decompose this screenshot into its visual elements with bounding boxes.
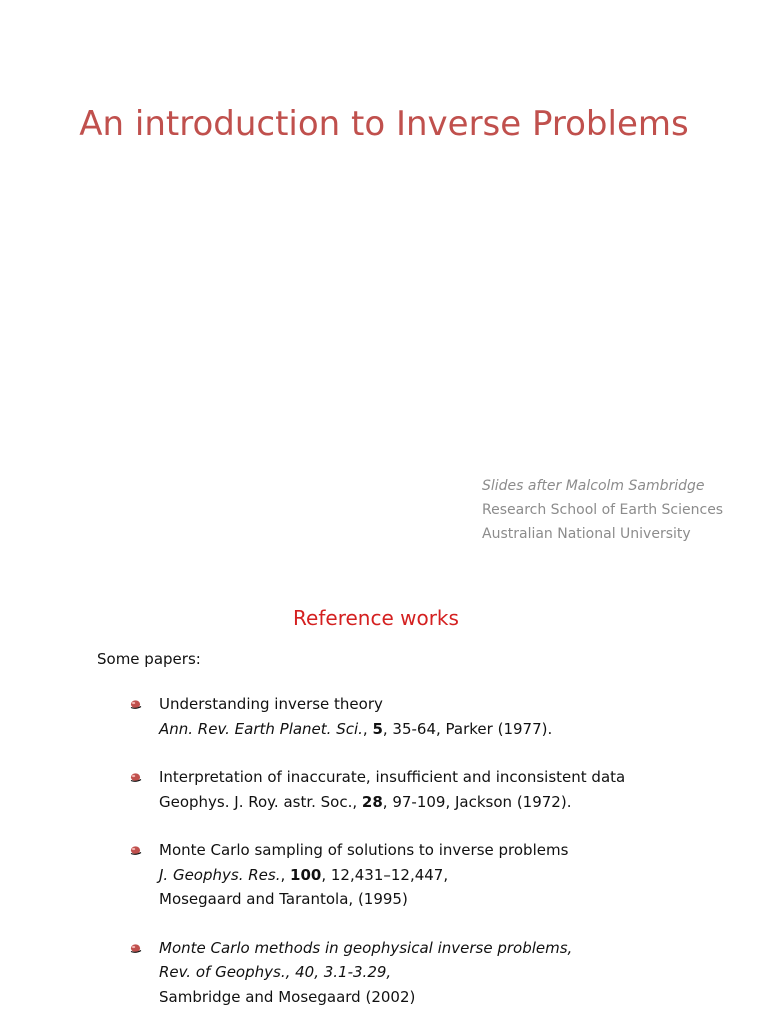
reference-item	[130, 936, 760, 1010]
reference-journal: Geophys. J. Roy. astr. Soc.	[159, 792, 353, 811]
reference-citation	[159, 790, 760, 815]
reference-list	[130, 692, 760, 1033]
reference-intro: Some papers:	[97, 650, 201, 668]
reference-pages: , 12,431–12,447,	[321, 865, 449, 884]
reference-item	[130, 692, 760, 741]
reference-heading: Reference works	[293, 606, 459, 630]
reference-item	[130, 838, 760, 912]
reference-volume: 100	[290, 865, 322, 884]
reference-separator: ,	[362, 719, 373, 738]
credit-author: Slides after Malcolm Sambridge	[482, 478, 705, 494]
reference-pages: , 97-109, Jackson (1972).	[382, 792, 572, 811]
bullet-icon	[130, 772, 142, 782]
credit-school: Research School of Earth Sciences	[482, 502, 724, 518]
reference-separator: ,	[352, 792, 362, 811]
reference-title: Understanding inverse theory	[159, 695, 383, 713]
reference-slide	[0, 590, 768, 1024]
reference-title: Interpretation of inaccurate, insufficient and inconsistent data	[159, 768, 626, 786]
reference-journal: J. Geophys. Res.	[159, 865, 281, 884]
reference-separator: ,	[280, 865, 291, 884]
reference-authors: Mosegaard and Tarantola, (1995)	[159, 890, 408, 908]
bullet-icon	[130, 943, 142, 953]
reference-pages: , 35-64, Parker (1977).	[382, 719, 553, 738]
reference-citation	[159, 863, 760, 888]
reference-title: Monte Carlo methods in geophysical inverse problems,	[159, 938, 573, 957]
bullet-icon	[130, 699, 142, 709]
bullet-icon	[130, 845, 142, 855]
credit-university: Australian National University	[482, 526, 691, 542]
reference-authors: Sambridge and Mosegaard (2002)	[159, 987, 416, 1006]
reference-volume: 5	[372, 719, 383, 738]
reference-volume: 28	[361, 792, 383, 811]
credits-block	[482, 474, 723, 546]
reference-title: Monte Carlo sampling of solutions to inverse problems	[159, 841, 569, 859]
reference-item	[130, 765, 760, 814]
reference-citation	[159, 717, 760, 742]
reference-journal: Ann. Rev. Earth Planet. Sci.	[159, 719, 363, 738]
reference-citation: Rev. of Geophys., 40, 3.1-3.29,	[159, 963, 392, 981]
page-title: An introduction to Inverse Problems	[79, 104, 689, 144]
